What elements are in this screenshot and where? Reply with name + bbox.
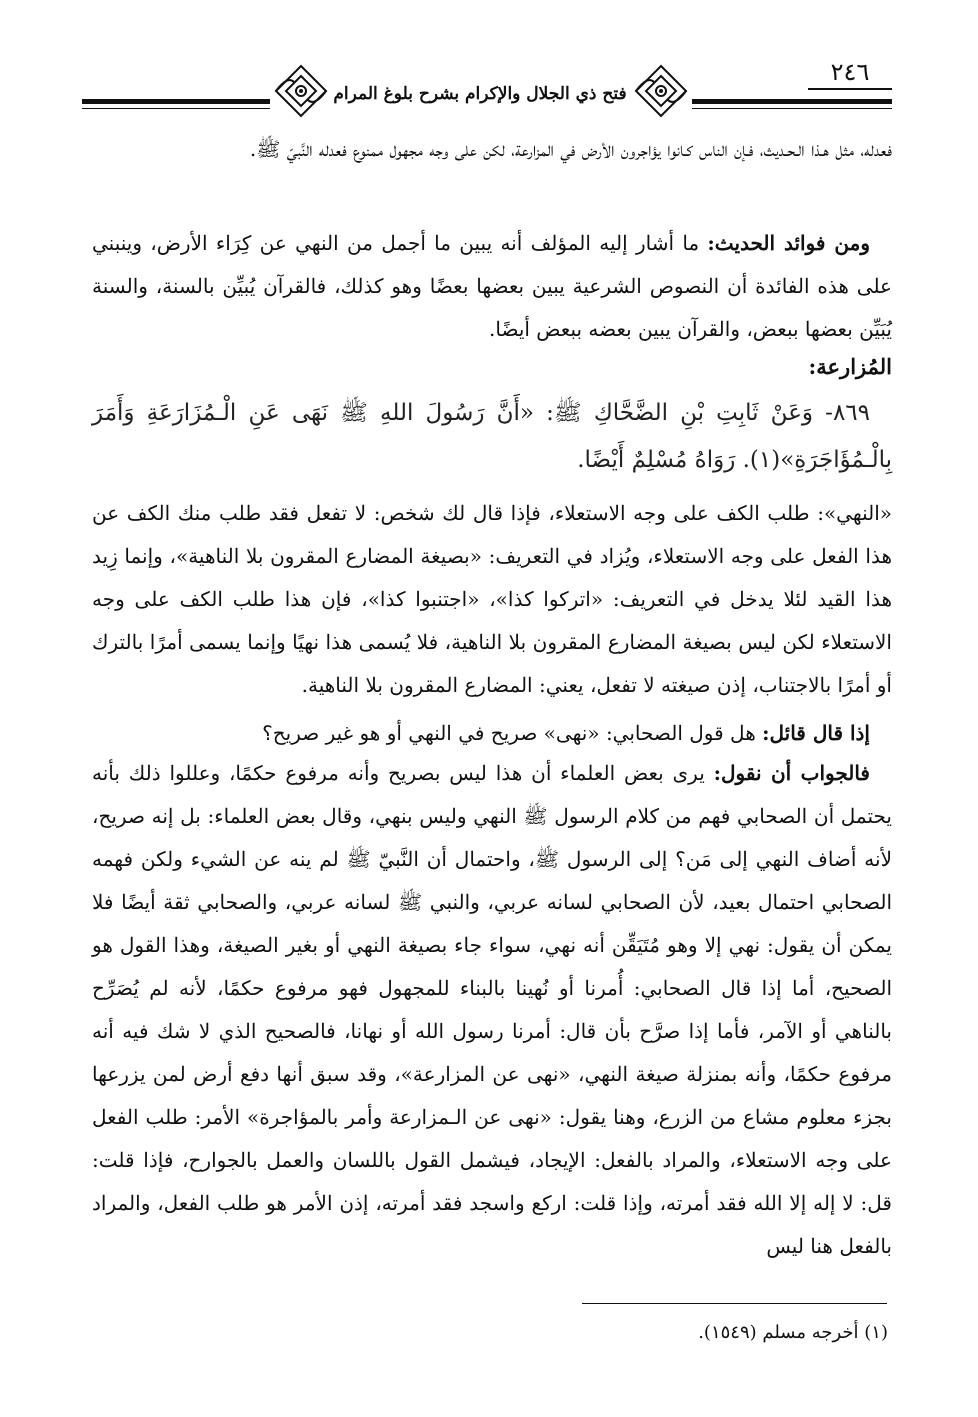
header-rule-right-thin bbox=[692, 108, 892, 109]
paragraph-4-lead: إذا قال قائل: bbox=[762, 721, 870, 745]
paragraph-1-text: فعدله، مثل هـذا الـحـديث، فـإن الناس كـانوا يؤاجرون الأرض في المزارعة، لكن على وجه مجهول ممنوع فعدله النَّبيّ ﷺ. bbox=[249, 137, 892, 161]
paragraph-5 bbox=[92, 752, 892, 1268]
paragraph-3-text: «النهي»: طلب الكف على وجه الاستعلاء، فإذا قال لك شخص: لا تفعل فقد طلب منك الكف عن هذا الفعل على وجه الاستعلاء، ويُزاد في التعريف: «بصيغة المضارع المقرون بلا الناهية»، وإنما زِيد هذا القيد لئلا يدخل في التعريف: «اتركوا كذا»، «اجتنبوا كذا»، فإن هذا طلب الكف على وجه الاستعلاء لكن ليس بصيغة المضارع المقرون بلا الناهية، فلا يُسمى هذا نهيًا وإنما يسمى أمرًا بالترك أو أمرًا بالاجتناب، إذن صيغته لا تفعل، يعني: المضارع المقرون بلا الناهية. bbox=[92, 501, 892, 697]
paragraph-2 bbox=[92, 222, 892, 351]
footnote: (١) أخرجه مسلم (١٥٤٩). bbox=[698, 1322, 888, 1343]
paragraph-4-text: هل قول الصحابي: «نهى» صريح في النهي أو هو غير صريح؟ bbox=[262, 721, 763, 745]
ornament-left-icon bbox=[270, 62, 332, 120]
footnote-rule bbox=[582, 1303, 887, 1304]
header-rule-left-thin bbox=[82, 108, 270, 109]
hadith-text bbox=[92, 390, 892, 484]
paragraph-4 bbox=[92, 712, 892, 755]
paragraph-2-text: ما أشار إليه المؤلف أنه يبين ما أجمل من النهي عن كِرَاء الأرض، وينبني على هذه الفائدة أن النصوص الشرعية يبين بعضها بعضًا وهو كذلك، فالقرآن يُبيِّن بالسنة، والسنة يُبَيِّن بعضها ببعض، والقرآن يبين بعضه ببعض أيضًا. bbox=[92, 231, 892, 341]
book-title: فتح ذي الجلال والإكرام بشرح بلوغ المرام bbox=[333, 84, 627, 104]
page-header bbox=[0, 0, 978, 140]
hadith-body: ٨٦٩- وَعَنْ ثَابِتِ بْنِ الضَّحَّاكِ ﷺ: «أَنَّ رَسُولَ اللهِ ﷺ نَهَى عَنِ الْـمُزَارَعَةِ وَأَمَرَ بِالْـمُؤَاجَرَةِ»(١). رَوَاهُ مُسْلِمٌ أَيْضًا. bbox=[92, 400, 892, 473]
header-rule-left bbox=[82, 99, 270, 104]
paragraph-3 bbox=[92, 492, 892, 707]
paragraph-5-text: يرى بعض العلماء أن هذا ليس بصريح وأنه مرفوع حكمًا، وعللوا ذلك بأنه يحتمل أن الصحابي فهم من كلام الرسول ﷺ النهي وليس بنهي، وقال بعض العلماء: بل إنه صريح، لأنه أضاف النهي إلى مَن؟ إلى الرسول ﷺ، واحتمال أن النَّبيّ ﷺ لم ينه عن الشيء ولكن فهمه الصحابي احتمال بعيد، لأن الصحابي لسانه عربي، والنبي ﷺ لسانه عربي، والصحابي ثقة أيضًا فلا يمكن أن يقول: نهي إلا وهو مُتَيَقِّن أنه نهي، سواء جاء بصيغة النهي أو بغير الصيغة، وهذا القول هو الصحيح، أما إذا قال الصحابي: أُمرنا أو نُهينا بالبناء للمجهول فهو مرفوع حكمًا، لأنه لم يُصَرِّح بالناهي أو الآمر، فأما إذا صرَّح بأن قال: أمرنا رسول الله أو نهانا، فالصحيح الذي لا شك فيه أنه مرفوع حكمًا، وأنه بمنزلة صيغة النهي، «نهى عن المزارعة»، وقد سبق أنها دفع أرض لمن يزرعها بجزء معلوم مشاع من الزرع، وهنا يقول: «نهى عن الـمزارعة وأمر بالمؤاجرة» الأمر: طلب الفعل على وجه الاستعلاء، والمراد بالفعل: الإيجاد، فيشمل القول باللسان والعمل بالجوارح، فإذا قلت: قل: لا إله إلا الله فقد أمرته، وإذا قلت: اركع واسجد فقد أمرته، إذن الأمر هو طلب الفعل، والمراد بالفعل هنا ليس bbox=[92, 761, 893, 1258]
page-number-underline bbox=[808, 88, 892, 90]
header-rule-right bbox=[692, 99, 892, 104]
paragraph-1 bbox=[92, 128, 892, 171]
ornament-right-icon bbox=[630, 62, 692, 120]
section-heading: المُزارعة: bbox=[808, 354, 892, 379]
paragraph-2-lead: ومن فوائد الحديث: bbox=[707, 231, 870, 255]
paragraph-5-lead: فالجواب أن نقول: bbox=[713, 761, 870, 785]
page-number: ٢٤٦ bbox=[830, 58, 870, 86]
